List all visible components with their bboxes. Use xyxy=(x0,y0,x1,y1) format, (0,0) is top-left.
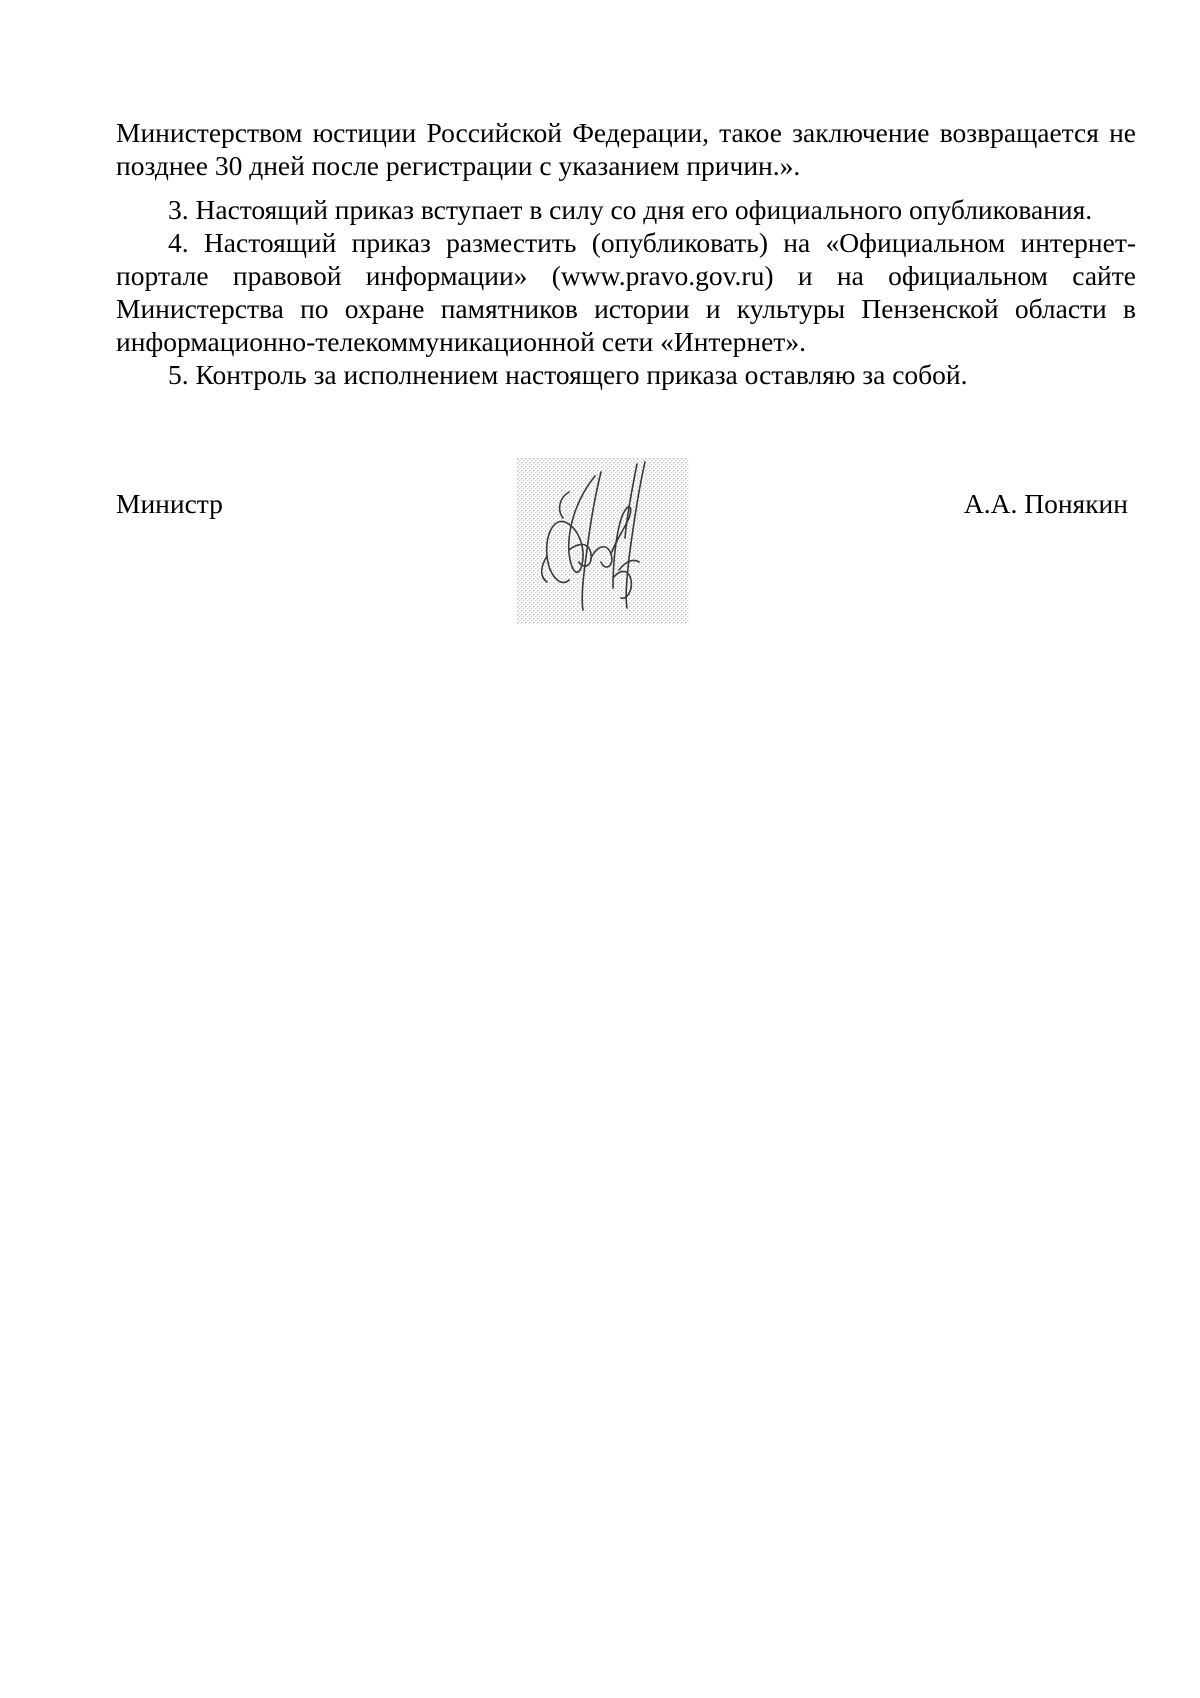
handwritten-signature xyxy=(517,458,689,624)
signatory-title: Министр xyxy=(116,488,223,519)
paragraph-continuation: Министерством юстиции Российской Федерации, такое заключение возвращается не позднее 30 дней после регистрации с указанием причин.». xyxy=(116,117,1136,181)
paragraph-item-4: 4. Настоящий приказ разместить (опубликовать) на «Официальном интернет-портале правовой информации» (www.pravo.gov.ru) и на официальном сайте Министерства по охране памятников истории и культуры Пензенской области в информационно-телекоммуникационной сети «Интернет». xyxy=(116,227,1136,357)
document-body xyxy=(116,116,1136,391)
signatory-name: А.А. Понякин xyxy=(963,488,1128,519)
paragraph-item-3: 3. Настоящий приказ вступает в силу со дня его официального опубликования. xyxy=(168,194,1093,225)
paragraph-item-5: 5. Контроль за исполнением настоящего приказа оставляю за собой. xyxy=(168,359,968,390)
